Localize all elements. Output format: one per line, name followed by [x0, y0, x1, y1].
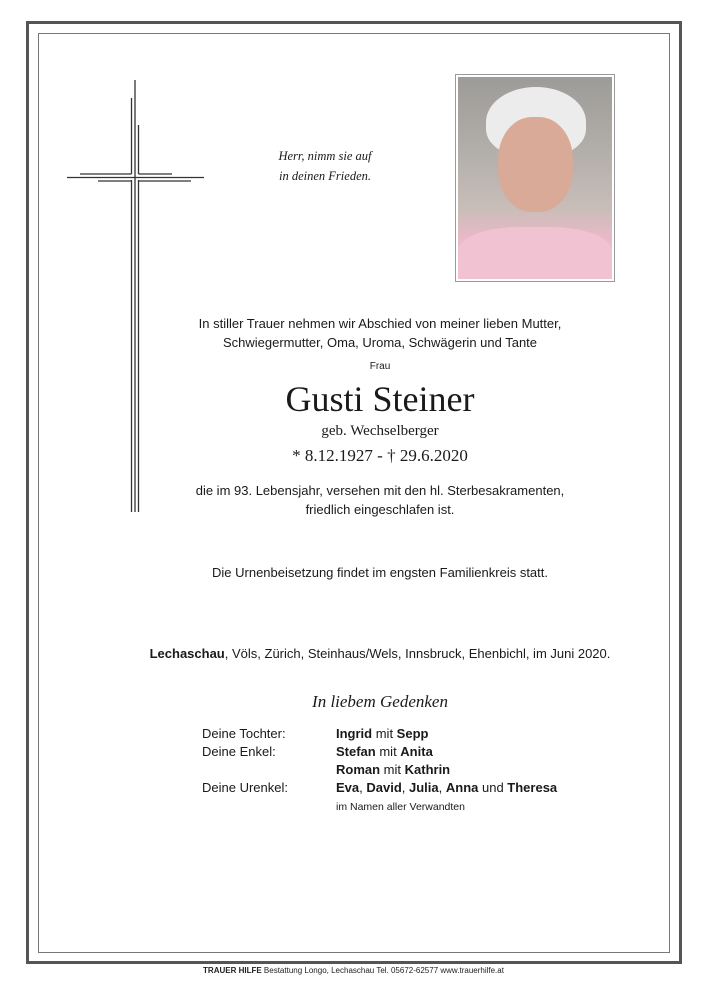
place-rest: , Völs, Zürich, Steinhaus/Wels, Innsbruck, Ehenbichl, im Juni 2020.: [224, 646, 611, 661]
family-entry: Stefan mit Anita: [336, 744, 433, 759]
passing-line: friedlich eingeschlafen ist.: [305, 502, 455, 517]
salutation: Frau: [369, 361, 391, 372]
memorial-heading: In liebem Gedenken: [312, 692, 448, 711]
family-label: Deine Tochter:: [202, 726, 286, 741]
burial-text: Die Urnenbeisetzung findet im engsten Familienkreis statt.: [212, 565, 548, 580]
place-first: Lechaschau: [149, 646, 225, 661]
deceased-name: Gusti Steiner: [285, 379, 475, 419]
portrait-photo: [455, 74, 615, 282]
family-label: Deine Urenkel:: [202, 780, 288, 795]
verse-line: in deinen Frieden.: [279, 169, 371, 183]
passing-text: [150, 481, 610, 519]
footer-text: Bestattung Longo, Lechaschau Tel. 05672-62577 www.trauerhilfe.at: [261, 966, 504, 975]
family-list: [202, 725, 602, 815]
intro-line: In stiller Trauer nehmen wir Abschied von meiner lieben Mutter,: [198, 316, 562, 331]
family-entry: Eva, David, Julia, Anna und Theresa: [336, 780, 558, 795]
life-dates: * 8.12.1927 - † 29.6.2020: [292, 446, 468, 465]
relatives-note: im Namen aller Verwandten: [336, 801, 465, 813]
footer: [0, 966, 707, 975]
family-label: Deine Enkel:: [202, 744, 276, 759]
verse-line: Herr, nimm sie auf: [278, 149, 372, 163]
family-entry: Roman mit Kathrin: [336, 762, 451, 777]
maiden-name: geb. Wechselberger: [321, 423, 439, 439]
verse: [240, 146, 410, 186]
footer-brand: TRAUER HILFE: [203, 966, 262, 975]
passing-line: die im 93. Lebensjahr, versehen mit den hl. Sterbesakramenten,: [195, 483, 565, 498]
family-entry: Ingrid mit Sepp: [336, 726, 429, 741]
intro-text: [150, 314, 610, 352]
places-text: [120, 644, 640, 663]
intro-line: Schwiegermutter, Oma, Uroma, Schwägerin und Tante: [222, 335, 538, 350]
